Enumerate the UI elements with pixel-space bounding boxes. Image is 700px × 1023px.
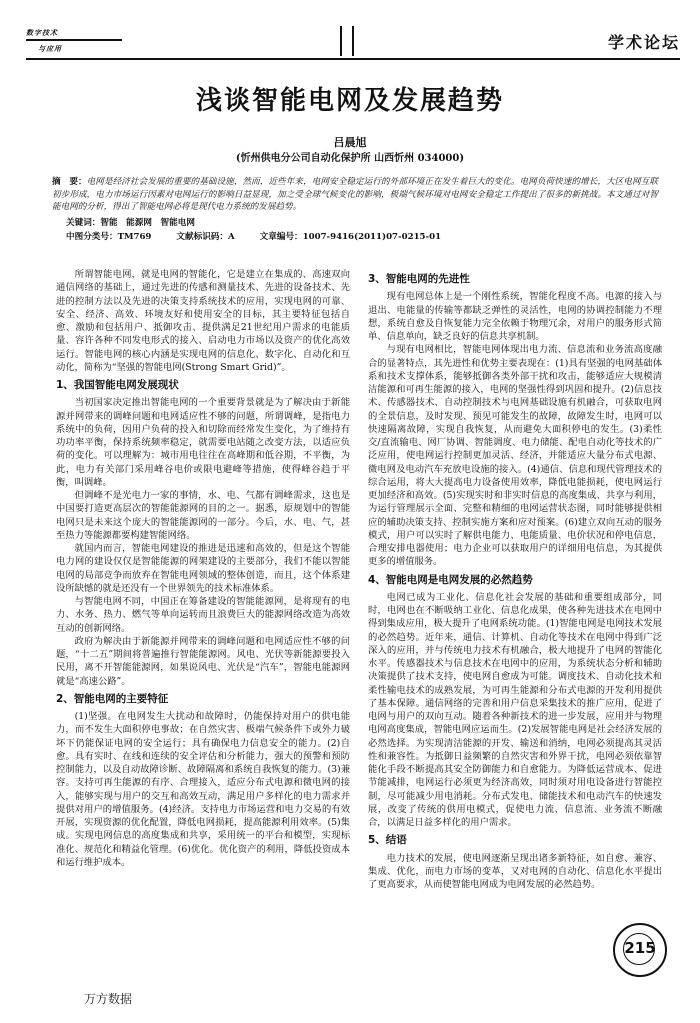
body-paragraph: 电力技术的发展，使电网逐渐呈现出诸多新特征，如自愈、兼容、集成、优化，而电力市场的变革，又对电网的自动化、信息化水平提出了更高要求，从而使智能电网成为电网发展的必然趋势。 <box>368 852 662 890</box>
body-right-column <box>368 268 662 891</box>
footer-watermark: 万方数据 <box>84 992 133 1006</box>
page-number-badge <box>613 923 667 977</box>
body-paragraph: 所谓智能电网，就是电网的智能化，它是建立在集成的、高速双向通信网络的基础上，通过先进的传感和测量技术、先进的设备技术、先进的控制方法以及先进的决策支持系统技术的应用，实现电网的可靠、安全、经济、高效、环境友好和使用安全的目标，其主要特征包括自愈、激励和包括用户、抵御攻击、提供满足21世纪用户需求的电能质量、容许各种不同发电形式的接入、启动电力市场以及资产的优化高效运行。智能电网的核心内涵是实现电网的信息化、数字化、自动化和互动化，简称为“坚强的智能电网(Strong Smart Grid)”。 <box>56 269 350 373</box>
body-paragraph: 但调峰不是光电力一家的事情，水、电、气都有调峰需求，这也是中国要打造更高层次的智能能源网的目的之一。据悉，原规划中的智能电网只是未来这个庞大的智能能源网的一部分。今后，水、电、气，甚至热力等能源都要构建智能网络。 <box>56 490 350 541</box>
abstract <box>52 176 658 214</box>
body-paragraph: 当初国家决定推出智能电网的一个重要背景就是为了解决由于新能源并网带来的调峰问题和电网适应性不够的问题，所谓调峰，是指电力系统中的负荷，因用户负荷的投入和切除而经常发生变化，为了维持有功功率平衡，保持系统频率稳定，就需要电站随之改变方法，以适应负荷的变化。可以理解为：城市用电往往在高峰期和低谷期，不平衡，为此，电力有关部门采用峰谷电价或限电避峰等措施，使得峰谷趋于平衡，叫调峰。 <box>56 397 350 488</box>
section-label: 学术论坛 <box>607 33 680 52</box>
doc-code: 文献标识码：A <box>176 232 235 242</box>
section-heading: 2、智能电网的主要特征 <box>56 692 169 705</box>
article-title: 浅谈智能电网及发展趋势 <box>195 86 504 116</box>
abstract-label: 摘 要： <box>52 177 87 187</box>
affiliation: (忻州供电分公司自动化保护所 山西忻州 034000) <box>235 153 465 164</box>
body-paragraph: 政府为解决由于新能源并网带来的调峰问题和电网适应性不够的问题，“十二五”期间将普遍推行智能能源网。风电、光伏等新能源要投入民用，离不开智能能源网，如果说风电、光伏是“汽车”，智能电能源网就是“高速公路”。 <box>56 635 350 687</box>
keywords <box>66 216 195 228</box>
section-heading: 1、我国智能电网发展现状 <box>56 379 179 391</box>
classification-line <box>66 230 463 242</box>
body-paragraph: 就国内而言，智能电网建设的推进是迅速和高效的，但是这个智能电力网的建设仅仅是智能能源的网架建设的主要部分，我们不能以智能电网的局部竞争而放弃在智能电网领域的整体创造，而且，这个体系建设所缺憾的就是还没有一个世界领先的技术标准体系。 <box>56 543 350 594</box>
header-divider-mark <box>338 26 358 56</box>
body-paragraph: 与现有电网相比，智能电网体现出电力流、信息流和业务流高度融合的显著特点，其先进性和优势主要表现在：(1)具有坚强的电网基础体系和技术支撑体系，能够抵御各类外部干扰和攻击，能够适应大规模清洁能源和可再生能源的接入，电网的坚强性得到巩固和提升。(2)信息技术、传感器技术、自动控制技术与电网基础设施有机融合，可获取电网的全景信息，及时发现、预见可能发生的故障，故障发生时，电网可以快速隔离故障，实现自我恢复，从而避免大面积停电的发生。(3)柔性交/直流输电、网厂协调、智能调度、电力储能、配电自动化等技术的广泛应用，使电网运行控制更加灵活、经济，并能适应大量分布式电源、微电网及电动汽车充放电设施的接入。(4)通信、信息和现代管理技术的综合运用，将大大提高电力设备使用效率，降低电能损耗，使电网运行更加经济和高效。(5)实现实时和非实时信息的高度集成、共享与利用，为运行管理展示全面、完整和精细的电网运营状态图，同时能够提供相应的辅助决策支持、控制实施方案和应对预案。(6)建立双向互动的服务模式，用户可以实时了解供电能力、电能质量、电价状况和停电信息，合理安排电器使用；电力企业可以获取用户的详细用电信息，为其提供更多的增值服务。 <box>368 344 662 568</box>
body-paragraph: 与智能电网不同，中国正在筹备建设的智能能源网，是将现有的电力、水务、热力、燃气等单向运转而且浪费巨大的能源网络改造为高效互动的创新网络。 <box>56 596 350 634</box>
keywords-label: 关键词： <box>66 218 101 228</box>
journal-badge-line1: 数字技术 <box>26 28 58 37</box>
page-number: 215 <box>624 939 656 957</box>
section-heading: 4、智能电网是电网发展的必然趋势 <box>368 573 533 586</box>
header-rule <box>26 58 680 60</box>
keywords-text: 智能 能源网 智能电网 <box>100 218 195 228</box>
journal-badge <box>26 28 122 58</box>
author: 吕晨旭 <box>333 136 367 149</box>
body-paragraph: 电网已成为工业化、信息化社会发展的基础和重要组成部分，同时，电网也在不断吸纳工业化、信息化成果，使各种先进技术在电网中得到集成应用，极大提升了电网系统功能。(1)智能电网是电网技术发展的必然趋势。近年来，通信、计算机、自动化等技术在电网中得到广泛深入的应用，并与传统电力技术有机融合，极大地提升了电网的智能化水平。传感器技术与信息技术在电网中的应用，为系统状态分析和辅助决策提供了技术支持，使电网自愈成为可能。调度技术、自动化技术和柔性输电技术的成熟发展，为可再生能源和分布式电源的开发利用提供了基本保障。通信网络的完善和用户信息采集技术的推广应用，促进了电网与用户的双向互动。随着各种新技术的进一步发展，应用并与物理电网高度集成，智能电网应运而生。(2)发展智能电网是社会经济发展的必然选择。为实现清洁能源的开发、输送和消纳，电网必须提高其灵活性和兼容性。为抵御日益频繁的自然灾害和外界干扰，电网必须依靠智能化手段不断提高其安全防御能力和自愈能力。为降低运营成本、促进节能减排，电网运行必须更为经济高效，同时须对用电设备进行智能控制，尽可能减少用电消耗。分布式发电、储能技术和电动汽车的快速发展，改变了传统的供用电模式，促使电力流、信息流、业务流不断融合，以满足日益多样化的用户需求。 <box>368 591 662 828</box>
abstract-text: 电网是经济社会发展的重要的基础设施，然而，近些年来，电网安全稳定运行的外部环境正在发生着巨大的变化。电网负荷快速的增长，大区电网互联初步形成，电力市场运行因素对电网运行的影响日益显现，加之受全球气候变化的影响，极端气候环境对电网安全稳定工作提出了很多的新挑战。本文通过对智能电网的分析，得出了智能电网必将是现代电力系统的发展趋势。 <box>52 177 658 213</box>
section-heading: 5、结语 <box>368 834 407 847</box>
clc-number: 中图分类号：TM769 <box>66 232 152 242</box>
body-left-column <box>56 268 350 869</box>
article-number: 文章编号：1007-9416(2011)07-0215-01 <box>259 232 442 242</box>
journal-badge-line2: 与应用 <box>38 44 62 53</box>
section-heading: 3、智能电网的先进性 <box>368 273 470 285</box>
body-paragraph: 现有电网总体上是一个刚性系统，智能化程度不高。电源的接入与退出、电能量的传输等都缺乏弹性的灵活性，电网的协调控制能力不理想，系统自愈及自恢复能力完全依赖于物理冗余，对用户的服务形式简单、信息单向，缺乏良好的信息共享机制。 <box>368 291 662 342</box>
journal-badge-bar <box>26 39 122 41</box>
body-paragraph: (1)坚强。在电网发生大扰动和故障时，仍能保持对用户的供电能力，而不发生大面积停电事故；在自然灾害、极端气候条件下或外力破坏下仍能保证电网的安全运行；具有确保电力信息安全的能力。(2)自愈。具有实时、在线和连续的安全评估和分析能力，强大的预警和预防控制能力，以及自动故障诊断、故障隔离和系统自我恢复的能力。(3)兼容。支持可再生能源的有序、合理接入，适应分布式电源和微电网的接入，能够实现与用户的交互和高效互动，满足用户多样化的电力需求并提供对用户的增值服务。(4)经济。支持电力市场运营和电力交易的有效开展，实现资源的优化配置，降低电网损耗，提高能源利用效率。(5)集成。实现电网信息的高度集成和共享，采用统一的平台和模型，实现标准化、规范化和精益化管理。(6)优化。优化资产的利用，降低投资成本和运行维护成本。 <box>56 711 350 868</box>
